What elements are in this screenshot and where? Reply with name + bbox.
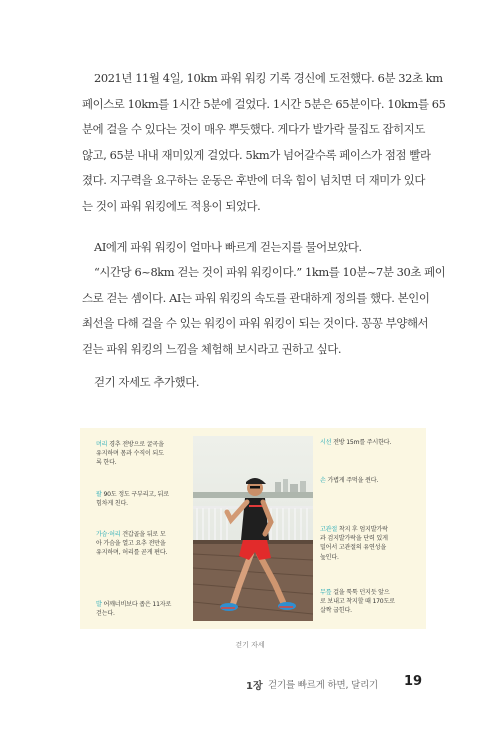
- paragraph-2: [82, 235, 432, 261]
- label-text: 유지하며, 허리를 곧게 편다.: [96, 549, 168, 557]
- chapter-label: 1장: [246, 681, 263, 692]
- label-arm: [96, 490, 169, 508]
- label-text: 90도 정도 구부리고, 뒤로: [103, 491, 169, 498]
- label-hand: [320, 476, 378, 485]
- walking-posture-figure: [80, 428, 426, 629]
- label-hip: [320, 525, 388, 562]
- walker-illustration: [193, 436, 313, 621]
- chapter-title: 걷기를 빠르게 하면, 달리기: [268, 680, 379, 691]
- text-line: AI에게 파워 워킹이 얼마나 빠르게 걷는지를 물어보았다.: [94, 240, 362, 254]
- label-head: [96, 440, 164, 468]
- paragraph-3: [82, 260, 446, 362]
- label-text: 밀어서 고관절의 유연성을: [320, 544, 387, 552]
- text-line: 는 것이 파워 워킹에도 적용이 되었다.: [82, 198, 261, 213]
- text-line: 걷는 파워 워킹의 느낌을 체험해 보시라고 권하고 싶다.: [82, 341, 342, 356]
- label-chest-waist: [96, 530, 167, 558]
- label-keyword: 발: [96, 601, 102, 608]
- text-line: 졌다. 지구력을 요구하는 운동은 후반에 더욱 힘이 넘치면 더 재미가 있다: [82, 173, 425, 188]
- label-text: 견갑골을 뒤로 모: [122, 531, 166, 538]
- figure-caption: 걷기 자세: [235, 641, 265, 649]
- label-keyword: 시선: [320, 439, 332, 446]
- label-text: 경추 전방으로 굴곡을: [109, 441, 164, 448]
- label-text: 가볍게 주먹을 쥔다.: [327, 477, 379, 484]
- label-text: 걷는다.: [96, 610, 115, 618]
- label-text: 전방 15m를 주시한다.: [333, 439, 392, 446]
- text-line: 않고, 65분 내내 재미있게 걸었다. 5km가 넘어갈수록 페이스가 점점 빨라: [82, 147, 431, 162]
- page-number: 19: [404, 674, 423, 689]
- paragraph-1: [82, 66, 446, 220]
- text-line: “시간당 6~8km 걷는 것이 파워 워킹이다.” 1km를 10분~7분 30초 페이: [94, 265, 446, 279]
- label-text: 살짝 굽힌다.: [320, 607, 352, 615]
- label-knee: [320, 588, 395, 616]
- text-line: 걷기 자세도 추가했다.: [94, 375, 200, 389]
- label-text: 로 보내고 착지할 때 170도로: [320, 598, 395, 606]
- label-keyword: 손: [320, 477, 326, 484]
- text-line: 2021년 11월 4일, 10km 파워 워킹 기록 경신에 도전했다. 6분 32초 km: [94, 71, 443, 85]
- label-keyword: 머리: [96, 441, 108, 448]
- label-keyword: 팔: [96, 491, 102, 498]
- label-gaze: [320, 438, 391, 447]
- walking-photo: [193, 436, 313, 621]
- label-keyword: 가슴·허리: [96, 531, 121, 538]
- label-text: 아 가슴을 열고 요추 전만을: [96, 540, 166, 548]
- label-text: 착지 후 엄지발가락: [338, 526, 388, 533]
- text-line: 스로 걷는 셈이다. AI는 파워 워킹의 속도를 관대하게 정의를 했다. 본인이: [82, 290, 430, 305]
- label-foot: [96, 600, 171, 618]
- label-text: 걸을 툭툭 던지듯 앞으: [333, 589, 390, 596]
- paragraph-4: [82, 370, 432, 396]
- text-line: 분에 걸을 수 있다는 것이 매우 뿌듯했다. 게다가 발가락 물집도 잡히지도: [82, 122, 425, 137]
- label-text: 힘차게 친다.: [96, 500, 128, 508]
- text-line: 최선을 다해 걸을 수 있는 워킹이 파워 워킹이 되는 것이다. 꽁꽁 부양해서: [82, 316, 429, 331]
- label-text: 높인다.: [320, 553, 339, 561]
- label-text: 록 한다.: [96, 459, 117, 467]
- label-keyword: 무릎: [320, 589, 332, 596]
- label-text: 어깨너비보다 좁은 11자로: [103, 601, 172, 608]
- label-text: 과 검지발가락을 단력 있게: [320, 535, 388, 543]
- text-line: 페이스로 10km를 1시간 5분에 걸었다. 1시간 5분은 65분이다. 10km를 65: [82, 96, 446, 111]
- label-keyword: 고관절: [320, 526, 338, 533]
- label-text: 유지하며 몸과 수직이 되도: [96, 450, 164, 458]
